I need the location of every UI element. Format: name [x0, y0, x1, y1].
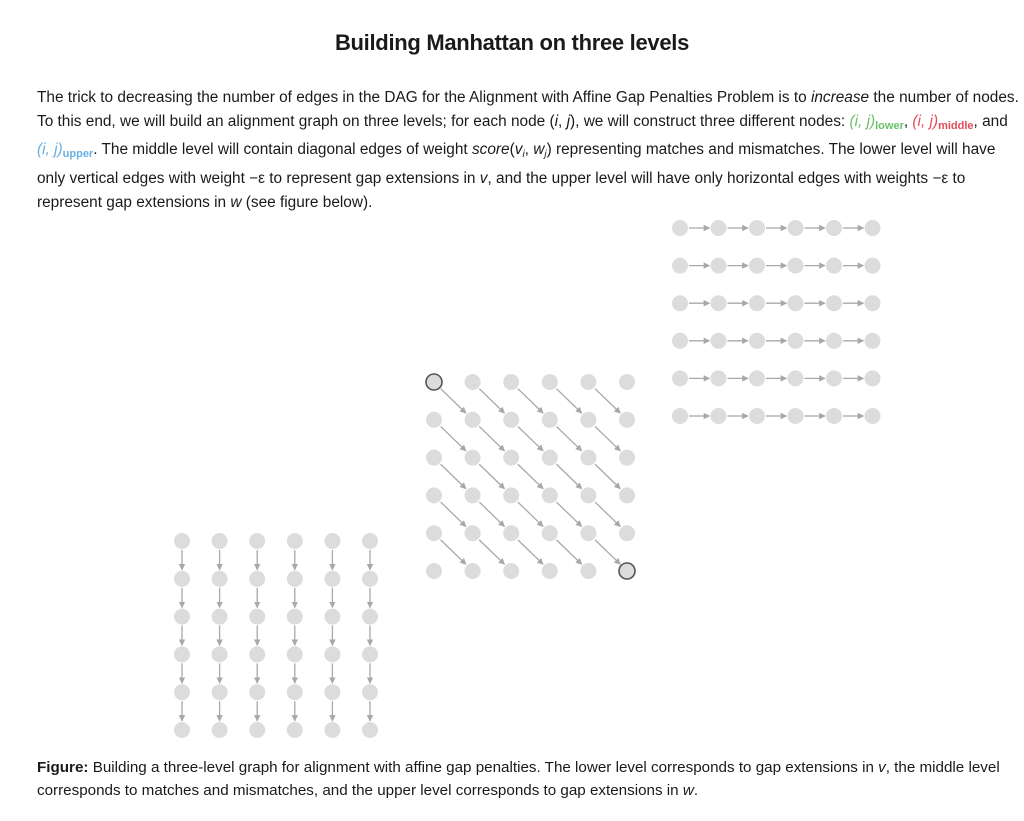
middle-node [426, 412, 442, 428]
middle-diagonal-edge [556, 502, 581, 526]
upper-node [826, 333, 842, 349]
lower-node [362, 609, 378, 625]
middle-node [619, 374, 635, 390]
lower-node [212, 609, 228, 625]
upper-node [826, 258, 842, 274]
node-upper-label: (i, j) [37, 141, 63, 158]
lower-node [212, 646, 228, 662]
middle-node [503, 563, 519, 579]
middle-diagonal-edge [441, 540, 466, 564]
lower-node [362, 533, 378, 549]
upper-node [749, 258, 765, 274]
middle-source-node [426, 374, 442, 390]
middle-node [426, 525, 442, 541]
upper-node [865, 295, 881, 311]
middle-node [542, 563, 558, 579]
upper-node [749, 220, 765, 236]
middle-diagonal-edge [518, 389, 543, 413]
upper-node [672, 408, 688, 424]
middle-node [503, 450, 519, 466]
middle-node [503, 374, 519, 390]
middle-diagonal-edge [556, 540, 581, 564]
middle-node [619, 412, 635, 428]
middle-node [465, 450, 481, 466]
upper-node [672, 258, 688, 274]
middle-diagonal-edge [479, 389, 504, 413]
upper-node [672, 295, 688, 311]
upper-node [672, 370, 688, 386]
lower-node [287, 533, 303, 549]
middle-diagonal-edge [556, 464, 581, 488]
lower-node [362, 646, 378, 662]
lower-node [287, 684, 303, 700]
middle-node [465, 374, 481, 390]
lower-node [174, 609, 190, 625]
middle-node [580, 374, 596, 390]
middle-node [542, 374, 558, 390]
upper-node [865, 258, 881, 274]
lower-node [174, 722, 190, 738]
middle-node [542, 450, 558, 466]
lower-node [362, 722, 378, 738]
upper-node [672, 220, 688, 236]
middle-diagonal-edge [556, 389, 581, 413]
middle-node [465, 412, 481, 428]
lower-node [174, 533, 190, 549]
node-middle-label: (i, j) [912, 113, 939, 130]
upper-node [672, 333, 688, 349]
upper-node [826, 408, 842, 424]
lower-node [174, 684, 190, 700]
lower-node [287, 609, 303, 625]
middle-diagonal-edge [518, 464, 543, 488]
upper-node [826, 220, 842, 236]
middle-diagonal-edge [595, 502, 620, 526]
middle-level-grid [426, 374, 635, 579]
lower-node [249, 533, 265, 549]
upper-node [711, 370, 727, 386]
middle-node [542, 487, 558, 503]
upper-node [788, 408, 804, 424]
lower-node [324, 646, 340, 662]
middle-diagonal-edge [479, 540, 504, 564]
middle-diagonal-edge [441, 464, 466, 488]
upper-node [865, 370, 881, 386]
upper-node [711, 333, 727, 349]
upper-node [865, 333, 881, 349]
middle-diagonal-edge [441, 389, 466, 413]
middle-node [580, 563, 596, 579]
upper-node [711, 258, 727, 274]
lower-node [324, 571, 340, 587]
lower-node [249, 722, 265, 738]
upper-node [826, 295, 842, 311]
upper-node [749, 370, 765, 386]
middle-node [465, 525, 481, 541]
upper-node [788, 258, 804, 274]
middle-diagonal-edge [441, 426, 466, 450]
lower-node [174, 646, 190, 662]
middle-node [426, 450, 442, 466]
lower-node [324, 609, 340, 625]
middle-diagonal-edge [595, 426, 620, 450]
upper-node [788, 333, 804, 349]
upper-node [749, 408, 765, 424]
intro-paragraph: The trick to decreasing the number of edges in the DAG for the Alignment with Affine Gap Penalties Problem is to increase the number of nodes. To this end, we will build an alignment graph on three levels; for each node (i, j), we will construct three different nodes: (i, $j)_{lower}$, (i, $j)_{middle}$, and (i, $j)_{upper}$. The middle level will contain diagonal edges of weight score(vi, wj) representing matches and mismatches. The lower level will have only vertical edges with weight −ε to represent gap extensions in v, and the upper level will have only horizontal edges with weights −ε to represent gap extensions in w (see figure below). [37, 89, 1019, 211]
lower-node [324, 684, 340, 700]
middle-node [503, 487, 519, 503]
middle-node [580, 450, 596, 466]
lower-node [249, 646, 265, 662]
middle-sink-node [619, 563, 635, 579]
lower-node [174, 571, 190, 587]
middle-node [542, 412, 558, 428]
middle-diagonal-edge [556, 426, 581, 450]
middle-diagonal-edge [441, 502, 466, 526]
middle-node [426, 563, 442, 579]
upper-node [865, 408, 881, 424]
middle-node [580, 487, 596, 503]
upper-node [788, 295, 804, 311]
node-lower-label: (i, j) [849, 113, 876, 130]
page-title: Building Manhattan on three levels [334, 30, 690, 55]
middle-diagonal-edge [518, 540, 543, 564]
middle-diagonal-edge [479, 426, 504, 450]
lower-node [212, 571, 228, 587]
lower-node [287, 722, 303, 738]
upper-node [749, 295, 765, 311]
lower-node [249, 571, 265, 587]
middle-diagonal-edge [595, 464, 620, 488]
middle-node [580, 525, 596, 541]
middle-node [619, 450, 635, 466]
lower-node [212, 533, 228, 549]
lower-node [362, 684, 378, 700]
middle-diagonal-edge [595, 389, 620, 413]
upper-node [865, 220, 881, 236]
upper-node [788, 370, 804, 386]
middle-node [503, 412, 519, 428]
middle-diagonal-edge [479, 502, 504, 526]
lower-node [249, 609, 265, 625]
lower-node [287, 646, 303, 662]
lower-node [324, 533, 340, 549]
lower-node [362, 571, 378, 587]
lower-node [212, 684, 228, 700]
middle-node [465, 487, 481, 503]
lower-level-grid [174, 533, 378, 738]
upper-node [711, 408, 727, 424]
middle-diagonal-edge [595, 540, 620, 564]
middle-node [465, 563, 481, 579]
middle-node [580, 412, 596, 428]
middle-node [619, 487, 635, 503]
upper-node [826, 370, 842, 386]
middle-diagonal-edge [479, 464, 504, 488]
lower-node [324, 722, 340, 738]
middle-diagonal-edge [518, 502, 543, 526]
figure-caption: Figure: Building a three-level graph for alignment with affine gap penalties. The lower level corresponds to gap extensions in v, the middle level corresponds to matches and mismatches, and the upper level corresponds to gap extensions in w. [37, 759, 1000, 799]
upper-node [749, 333, 765, 349]
lower-node [287, 571, 303, 587]
middle-node [426, 487, 442, 503]
upper-node [711, 295, 727, 311]
upper-node [711, 220, 727, 236]
upper-node [788, 220, 804, 236]
lower-node [249, 684, 265, 700]
upper-level-grid [672, 220, 881, 424]
middle-diagonal-edge [518, 426, 543, 450]
middle-node [619, 525, 635, 541]
middle-node [503, 525, 519, 541]
lower-node [212, 722, 228, 738]
middle-node [542, 525, 558, 541]
